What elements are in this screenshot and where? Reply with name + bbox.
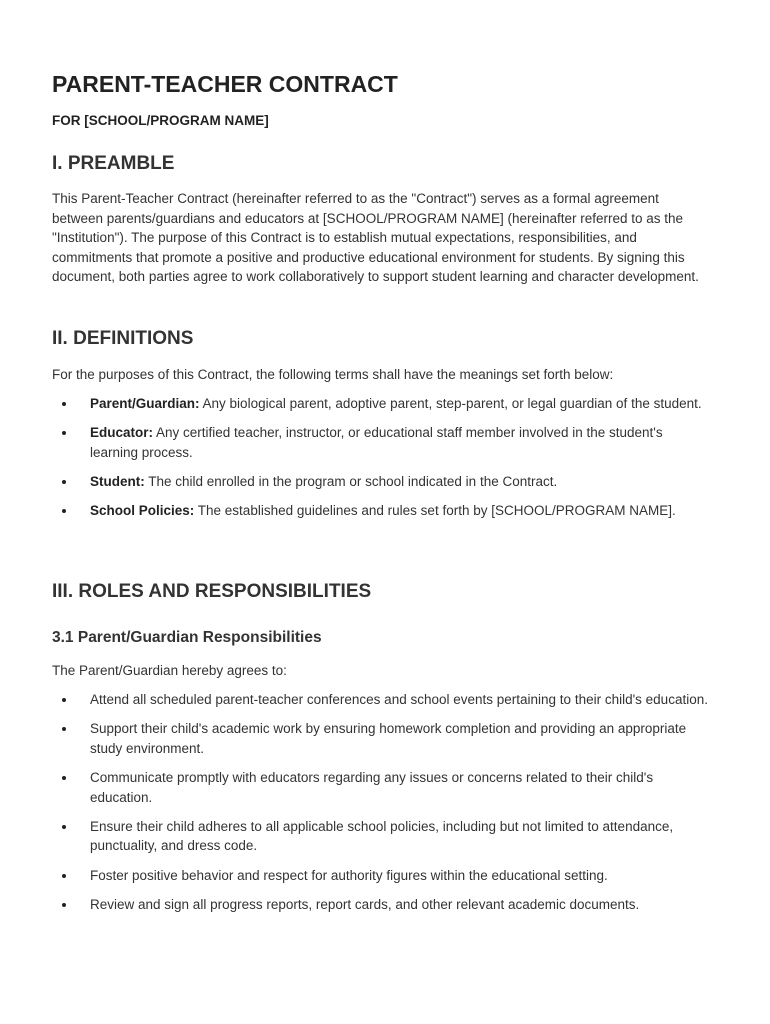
definition-text: Any certified teacher, instructor, or educational staff member involved in the student's learning process.: [90, 425, 663, 460]
definition-text: The child enrolled in the program or school indicated in the Contract.: [144, 473, 558, 489]
definition-item: [52, 423, 712, 462]
responsibility-text: Support their child's academic work by ensuring homework completion and providing an appropriate study environment.: [90, 721, 687, 756]
responsibility-item: [52, 895, 712, 915]
document-subtitle: FOR [SCHOOL/PROGRAM NAME]: [52, 113, 269, 128]
bullet-icon: [62, 825, 66, 829]
parent-responsibilities-heading: 3.1 Parent/Guardian Responsibilities: [52, 629, 322, 646]
responsibility-text: Attend all scheduled parent-teacher conferences and school events pertaining to their child's education.: [90, 692, 708, 707]
preamble-heading: I. PREAMBLE: [52, 153, 175, 174]
responsibility-item: [52, 817, 712, 856]
definition-term: Student:: [90, 473, 145, 489]
definition-term: School Policies:: [90, 503, 195, 519]
definition-item: [52, 501, 712, 521]
parent-responsibilities-intro: The Parent/Guardian hereby agrees to:: [52, 663, 287, 678]
responsibility-item: [52, 866, 712, 886]
bullet-icon: [62, 431, 66, 435]
definitions-intro: For the purposes of this Contract, the following terms shall have the meanings set forth below:: [52, 367, 614, 382]
definition-term: Educator:: [90, 425, 154, 441]
bullet-icon: [62, 480, 66, 484]
roles-heading: III. ROLES AND RESPONSIBILITIES: [52, 581, 372, 602]
document-title: PARENT-TEACHER CONTRACT: [52, 71, 398, 97]
responsibility-text: Review and sign all progress reports, report cards, and other relevant academic documents.: [90, 896, 640, 912]
responsibility-text: Foster positive behavior and respect for authority figures within the educational setting.: [90, 867, 608, 883]
definition-text: Any biological parent, adoptive parent, step-parent, or legal guardian of the student.: [199, 396, 702, 411]
bullet-icon: [62, 874, 66, 878]
parent-responsibilities-list: [52, 690, 712, 924]
bullet-icon: [62, 402, 66, 406]
responsibility-item: [52, 690, 712, 710]
preamble-text: This Parent-Teacher Contract (hereinafter referred to as the "Contract") serves as a formal agreement between parents/guardians and educators at [SCHOOL/PROGRAM NAME] (hereinafter referred to as the "Institution"). The purpose of this Contract is to establish mutual expectations, responsibilities, and commitments that promote a positive and productive educational environment for students. By signing this document, both parties agree to work collaboratively to support student learning and character development.: [52, 191, 699, 285]
bullet-icon: [62, 776, 66, 780]
bullet-icon: [62, 698, 66, 702]
responsibility-item: [52, 768, 712, 807]
responsibility-text: Ensure their child adheres to all applicable school policies, including but not limited to attendance, punctuality, and dress code.: [90, 818, 674, 854]
responsibility-text: Communicate promptly with educators regarding any issues or concerns related to their child's education.: [90, 769, 654, 805]
responsibility-item: [52, 719, 712, 758]
bullet-icon: [62, 903, 66, 907]
definition-term: Parent/Guardian:: [90, 396, 200, 411]
bullet-icon: [62, 509, 66, 513]
definition-text: The established guidelines and rules set forth by [SCHOOL/PROGRAM NAME].: [194, 503, 676, 519]
definition-item: [52, 472, 712, 492]
definition-item: [52, 394, 712, 414]
bullet-icon: [62, 727, 66, 731]
definitions-list: [52, 394, 712, 530]
definitions-heading: II. DEFINITIONS: [52, 328, 194, 349]
